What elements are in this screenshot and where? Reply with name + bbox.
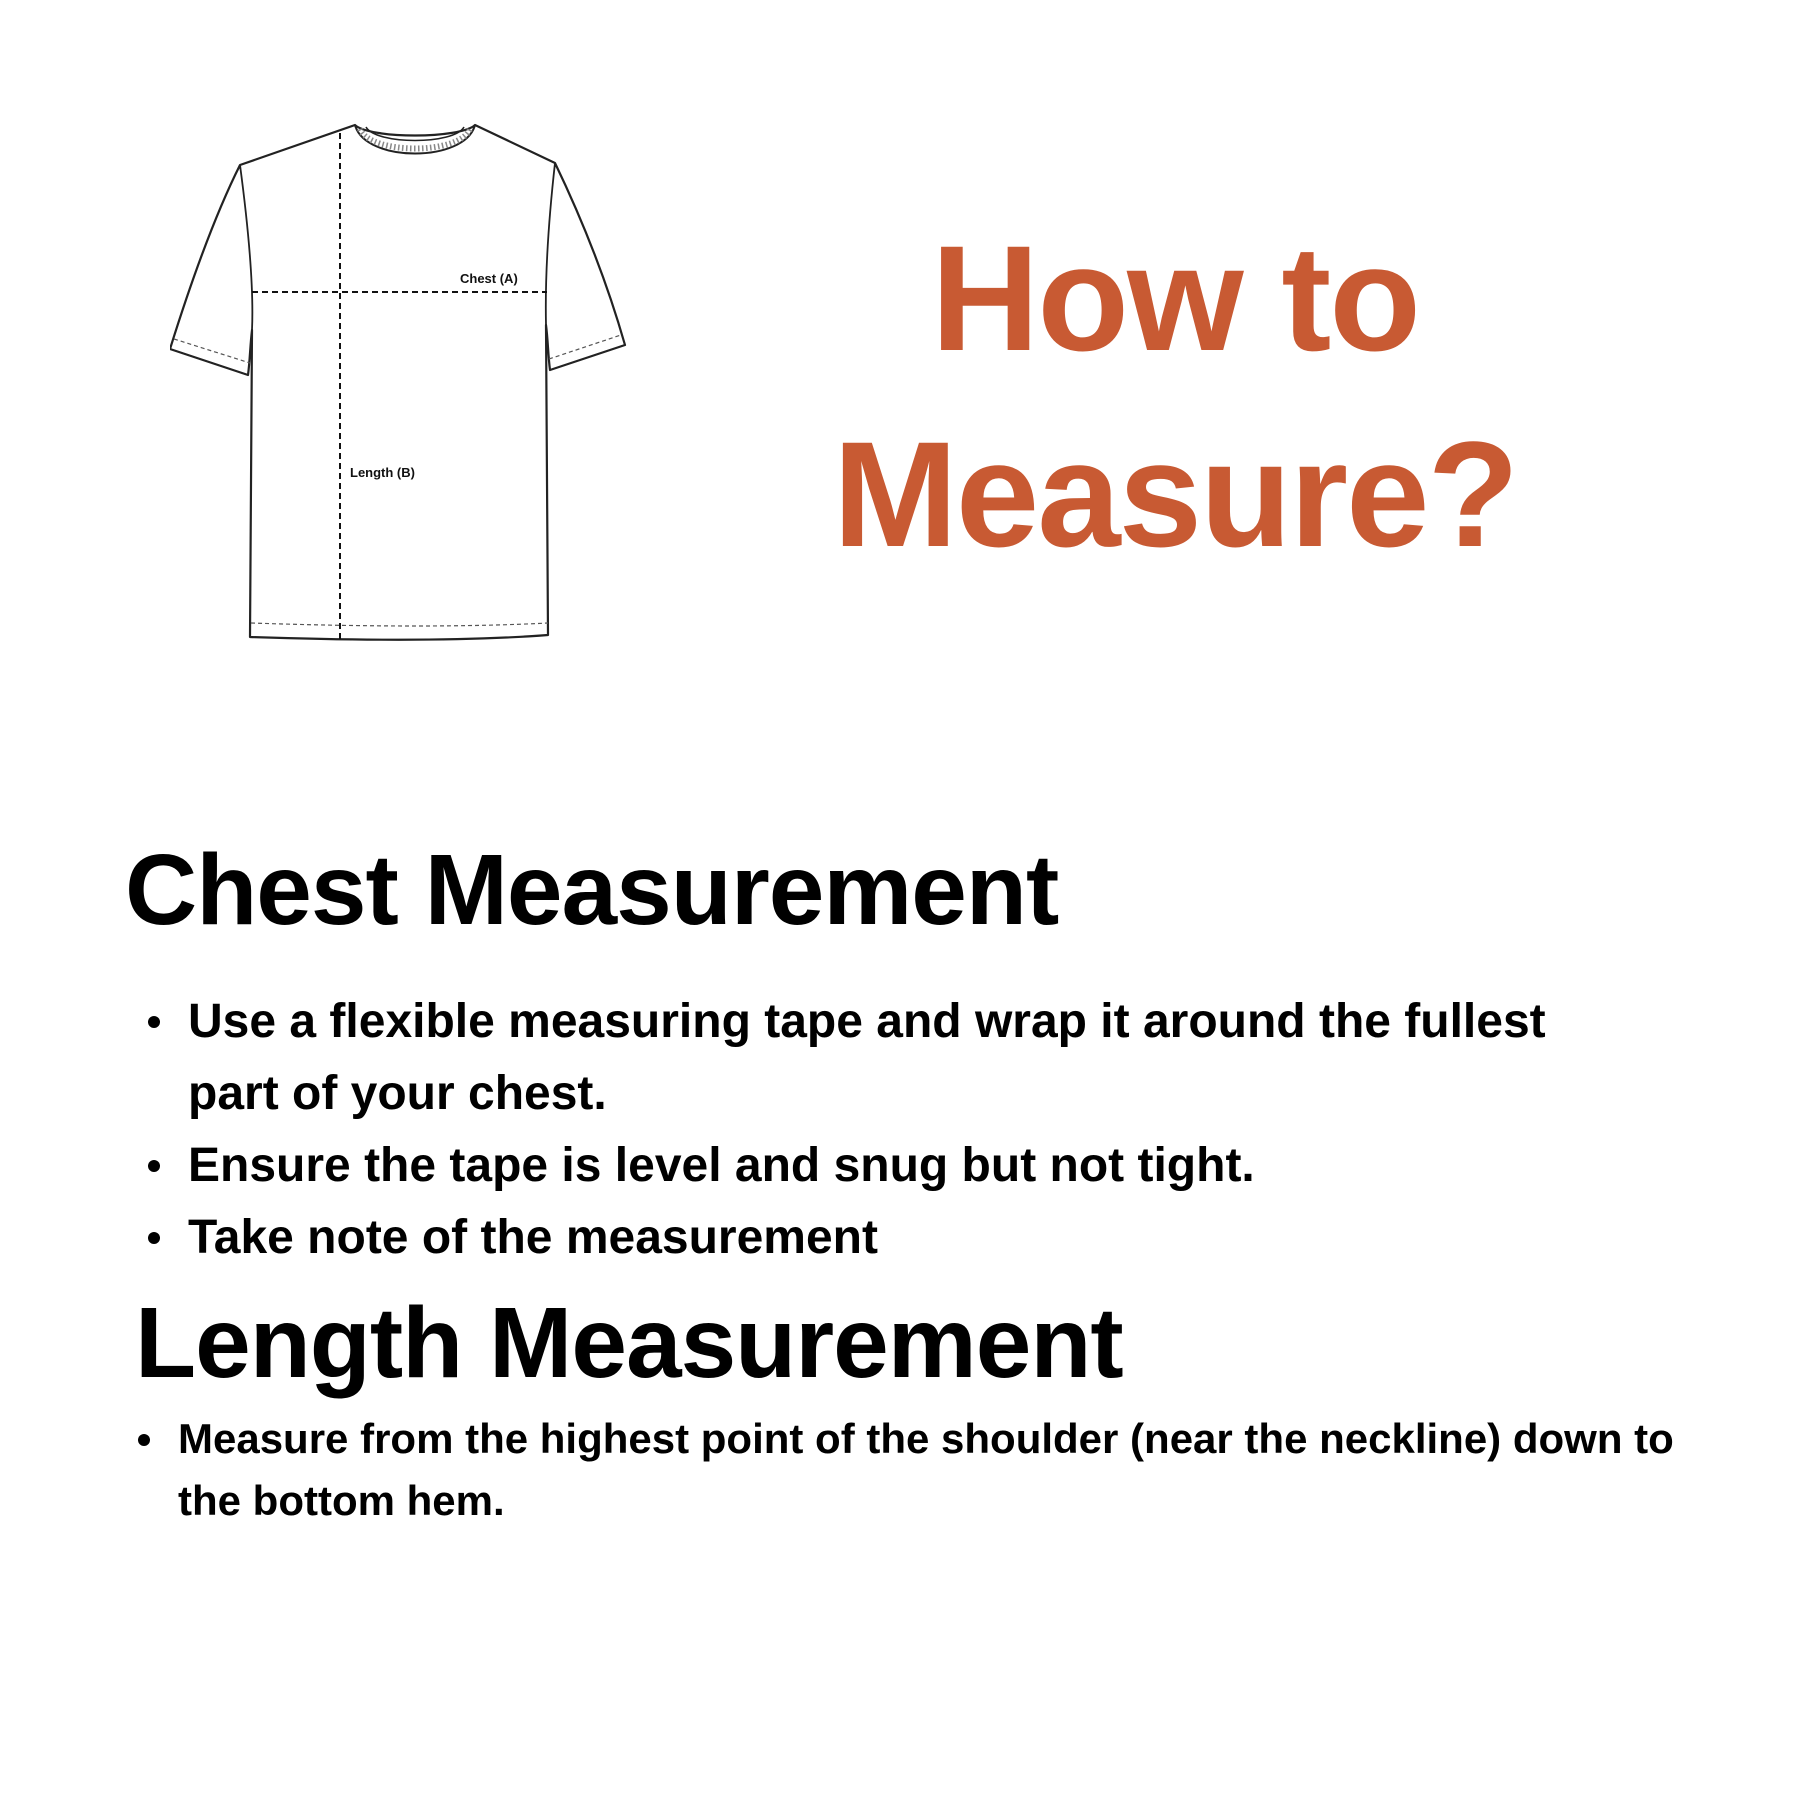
- list-item: Use a flexible measuring tape and wrap it around the fullest part of your chest.: [148, 986, 1568, 1130]
- chest-heading: Chest Measurement: [125, 834, 1059, 946]
- length-instructions: [138, 1408, 1698, 1532]
- title-line-2: Measure?: [832, 410, 1518, 578]
- chest-label: Chest (A): [460, 271, 518, 286]
- page-title: [760, 200, 1590, 592]
- tshirt-outline: [170, 125, 625, 640]
- list-item: Measure from the highest point of the shoulder (near the neckline) down to the bottom hem.: [138, 1408, 1698, 1532]
- length-heading: Length Measurement: [135, 1287, 1123, 1399]
- tshirt-diagram: [170, 115, 660, 655]
- title-line-1: How to: [931, 214, 1419, 382]
- list-item: Ensure the tape is level and snug but not tight.: [148, 1130, 1568, 1202]
- list-item: Take note of the measurement: [148, 1202, 1568, 1274]
- length-label: Length (B): [350, 465, 415, 480]
- chest-instructions: [148, 986, 1568, 1274]
- tshirt-illustration: [170, 115, 660, 655]
